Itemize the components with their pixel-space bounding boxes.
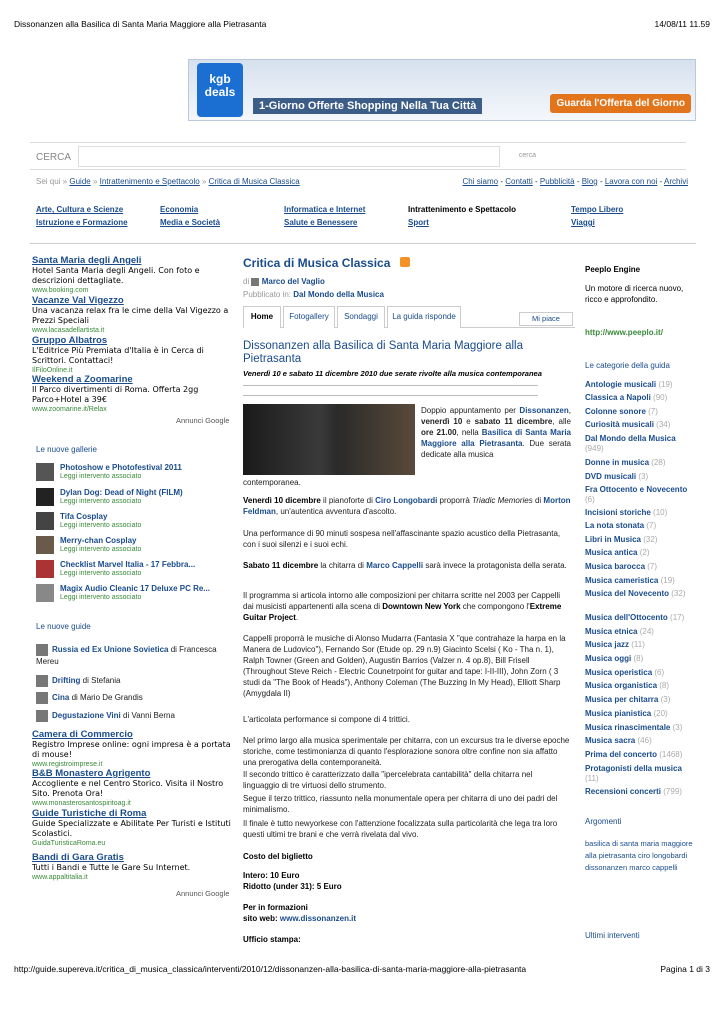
- ultimi-heading: Ultimi interventi: [585, 931, 640, 940]
- category-item[interactable]: Antologie musicali (19): [585, 380, 673, 389]
- divider: [243, 385, 538, 386]
- tag-link[interactable]: dissonanzen: [585, 863, 628, 872]
- paragraph: Il programma si articola intorno alle composizioni per chitarra scritte nel 2003 per Cappelli dai musicisti appartenenti alla scena di Downtown New York che compongono l'Extreme Guitar Project.: [243, 591, 562, 622]
- ad-item[interactable]: B&B Monastero Agrigento Accogliente e nel Centro Storico. Visita il Nostro Sito. Prenota Ora! www.monasterosantospiritoag.it: [32, 768, 224, 807]
- published-in: Pubblicato in: Dal Mondo della Musica: [243, 290, 384, 299]
- divider: [30, 243, 696, 244]
- cat-salute[interactable]: Salute e Benessere: [284, 218, 358, 227]
- cat-istruzione[interactable]: Istruzione e Formazione: [36, 218, 128, 227]
- tab-sondaggi[interactable]: Sondaggi: [337, 306, 385, 328]
- gallery-thumb-icon: [36, 584, 54, 602]
- guide-thumb-icon: [36, 644, 48, 656]
- category-item[interactable]: Musica antica (2): [585, 548, 650, 557]
- paragraph: Segue il terzo trittico, riassunto nella monumentale opera per chitarra di uno dei padri del minimalismo.: [243, 794, 558, 814]
- paragraph: Venerdì 10 dicembre il pianoforte di Ciro Longobardi proporrà Triadic Memories di Morton Feldman, un'autentica avventura d'ascolto.: [243, 496, 571, 516]
- gallery-item[interactable]: Merry-chan Cosplay Leggi intervento associato: [36, 536, 236, 555]
- category-item[interactable]: Musica oggi (8): [585, 654, 644, 663]
- category-item[interactable]: Musica operistica (6): [585, 668, 665, 677]
- ad-item[interactable]: Vacanze Val Vigezzo Una vacanza relax fra le cime della Val Vigezzo a Prezzi Speciali www.lacasadellartista.it: [32, 295, 229, 334]
- article-photo: [243, 404, 415, 475]
- category-item[interactable]: DVD musicali (3): [585, 472, 649, 481]
- link-lavora[interactable]: Lavora con noi: [604, 177, 658, 186]
- search-label: CERCA: [36, 152, 72, 163]
- author-avatar-icon: [251, 278, 259, 286]
- article-intro: Doppio appuntamento per Dissonanzen, venerdì 10 e sabato 11 dicembre, alle ore 21.00, nella Basilica di Santa Maria Maggiore alla Pietrasanta. Due serata dedicate alla musica: [421, 406, 571, 459]
- paragraph: Nel primo largo alla musica sperimentale per chitarra, con un excursus tra le diverse epoche storiche, come testimonianza di quanto l'esplorazione sonora oltre confine non sia affatto una prerogativa della contemporaneità.: [243, 736, 570, 767]
- print-footer-url: http://guide.supereva.it/critica_di_musica_classica/interventi/2010/12/dissonanzen-alla-basilica-di-santa-maria-maggiore-alla-pietrasanta: [14, 964, 527, 974]
- cat-intrattenimento[interactable]: Intrattenimento e Spettacolo: [408, 205, 517, 214]
- ufficio-label: Ufficio stampa:: [243, 935, 301, 944]
- print-footer-page: Pagina 1 di 3: [660, 964, 710, 974]
- cat-viaggi[interactable]: Viaggi: [571, 218, 595, 227]
- annunci-google[interactable]: Annunci Google: [176, 889, 230, 898]
- category-item[interactable]: Musica cameristica (19): [585, 576, 675, 585]
- search-input[interactable]: [78, 146, 500, 167]
- category-nav: [36, 205, 686, 233]
- paragraph: Cappelli proporrà le musiche di Alonso Mudarra (Fantasia X "que contrahaze la harpa en la Manera de Ludovico"), Fernando Sor (Etude op. 29 n.9) Giacinto Scelsi ( Ko - Tha n. 1), Ralph Towner (Green and Golden), Augustin Barrios (Valzer n. 4 op.8), Bill Frisell (Throughout Steve Reich - Electric Counetrpoint for guitar and tape: I-II-III), John Zorn ( 3 studi da "The Book of Heads"), Anthony Coleman (The Buzzing In My Head), Elliott Sharp (Amygdala II): [243, 634, 566, 698]
- cat-media[interactable]: Media e Società: [160, 218, 221, 227]
- category-item[interactable]: Classica a Napoli (90): [585, 393, 668, 402]
- category-item[interactable]: Recensioni concerti (799): [585, 787, 682, 796]
- guide-item[interactable]: Degustazione Vini di Vanni Berna: [36, 710, 236, 722]
- peeplo-title: Peeplo Engine: [585, 265, 641, 274]
- tag-link[interactable]: basilica di santa maria maggiore alla pietrasanta: [585, 839, 693, 860]
- ad-banner[interactable]: [188, 59, 696, 121]
- cat-arte[interactable]: Arte, Cultura e Scienze: [36, 205, 124, 214]
- tag-link[interactable]: ciro longobardi: [637, 851, 688, 860]
- search-bar: [30, 142, 686, 170]
- category-item[interactable]: Musica sacra (46): [585, 736, 652, 745]
- gallery-item[interactable]: Checklist Marvel Italia - 17 Febbra... Leggi intervento associato: [36, 560, 236, 579]
- guide-item[interactable]: Russia ed Ex Unione Sovietica di Francesca Mereu: [36, 645, 217, 666]
- rss-icon[interactable]: [400, 257, 410, 267]
- ad-item[interactable]: Camera di Commercio Registro Imprese online: ogni impresa è a portata di mouse! www.registroimprese.it: [32, 729, 231, 768]
- cat-informatica[interactable]: Informatica e Internet: [284, 205, 366, 214]
- kgb-logo: kgb deals: [197, 63, 243, 117]
- peeplo-desc: Un motore di ricerca nuovo, ricco e approfondito.: [585, 284, 684, 304]
- gallery-item[interactable]: Tifa Cosplay Leggi intervento associato: [36, 512, 236, 531]
- gallery-item[interactable]: Magix Audio Cleanic 17 Deluxe PC Re... Leggi intervento associato: [36, 584, 236, 603]
- ad-item[interactable]: Guide Turistiche di Roma Guide Specializzate e Abilitate Per Turisti e Istituti Scolastici. GuidaTuristicaRoma.eu: [32, 808, 231, 847]
- ridotto-price: Ridotto (under 31): 5 Euro: [243, 882, 342, 891]
- gallerie-heading: Le nuove gallerie: [36, 445, 97, 454]
- paragraph: L'articolata performance si compone di 4 trittici.: [243, 715, 410, 724]
- peeplo-url[interactable]: http://www.peeplo.it/: [585, 328, 663, 337]
- print-header-date: 14/08/11 11.59: [654, 19, 710, 29]
- cat-tempo-libero[interactable]: Tempo Libero: [571, 205, 624, 214]
- site-link[interactable]: www.dissonanzen.it: [279, 914, 357, 923]
- link-pubblicita[interactable]: Pubblicità: [539, 177, 575, 186]
- category-item[interactable]: Curiosità musicali (34): [585, 420, 671, 429]
- tab-guida-risponde[interactable]: La guida risponde: [387, 306, 461, 328]
- category-item[interactable]: Colonne sonore (7): [585, 407, 658, 416]
- banner-cta-button[interactable]: Guarda l'Offerta del Giorno: [550, 94, 691, 113]
- category-item[interactable]: Musica jazz (11): [585, 640, 645, 649]
- category-item[interactable]: Musica dell'Ottocento (17): [585, 613, 685, 622]
- published-link[interactable]: Dal Mondo della Musica: [293, 290, 384, 299]
- gallery-thumb-icon: [36, 463, 54, 481]
- section-title[interactable]: Critica di Musica Classica: [243, 256, 391, 270]
- category-item[interactable]: Donne in musica (28): [585, 458, 666, 467]
- info-label: Per in formazioni: [243, 903, 308, 912]
- cat-economia[interactable]: Economia: [160, 205, 199, 214]
- top-links: Chi siamo - Contatti - Pubblicità - Blog - Lavora con noi - Archivi: [462, 177, 688, 186]
- gallery-thumb-icon: [36, 560, 54, 578]
- ad-item[interactable]: Bandi di Gara Gratis Tutti i Bandi e Tutte le Gare Su Internet. www.appaltitalia.it: [32, 852, 191, 881]
- ad-item[interactable]: Santa Maria degli Angeli Hotel Santa Maria degli Angeli. Con foto e descrizioni dettagliate. www.booking.com: [32, 255, 200, 294]
- category-item[interactable]: Prima del concerto (1468): [585, 750, 683, 759]
- paragraph: Sabato 11 dicembre la chitarra di Marco Cappelli sarà invece la protagonista della serata.: [243, 561, 567, 570]
- byline: di Marco del Vaglio: [243, 277, 325, 286]
- gallery-thumb-icon: [36, 512, 54, 530]
- article-title: Dissonanzen alla Basilica di Santa Maria Maggiore alla Pietrasanta: [243, 340, 523, 365]
- guide-thumb-icon: [36, 675, 48, 687]
- article-tabs: [243, 306, 575, 328]
- breadcrumb: Sei qui » Guide » Intrattenimento e Spettacolo » Critica di Musica Classica: [36, 177, 300, 186]
- category-item[interactable]: La nota stonata (7): [585, 521, 657, 530]
- link-chi-siamo[interactable]: Chi siamo: [462, 177, 499, 186]
- author-link[interactable]: Marco del Vaglio: [261, 277, 325, 286]
- annunci-google[interactable]: Annunci Google: [176, 416, 230, 425]
- site-line: sito web: www.dissonanzen.it: [243, 914, 357, 923]
- category-item[interactable]: Fra Ottocento e Novecento (6): [585, 485, 688, 504]
- divider: [243, 395, 538, 396]
- tag-link[interactable]: marco cappelli: [629, 863, 678, 872]
- costo-label: Costo del biglietto: [243, 852, 313, 861]
- category-item[interactable]: Musica del Novecento (32): [585, 589, 686, 598]
- category-item[interactable]: Libri in Musica (32): [585, 535, 658, 544]
- tab-fotogallery[interactable]: Fotogallery: [283, 306, 335, 328]
- guide-thumb-icon: [36, 710, 48, 722]
- tab-home[interactable]: Home: [243, 306, 281, 328]
- intero-price: Intero: 10 Euro: [243, 871, 300, 880]
- category-item[interactable]: Musica etnica (24): [585, 627, 654, 636]
- link-contatti[interactable]: Contatti: [505, 177, 533, 186]
- intro-tail: contemporanea.: [243, 478, 301, 487]
- gallery-item[interactable]: Photoshow e Photofestival 2011 Leggi intervento associato: [36, 463, 236, 482]
- categorie-heading: Le categorie della guida: [585, 361, 670, 370]
- guide-item[interactable]: Drifting di Stefania: [36, 675, 236, 687]
- argomenti-heading: Argomenti: [585, 817, 622, 826]
- paragraph: Il finale è tutto newyorkese con l'attenzione focalizzata sulla particolarità che lega tra loro questi ultimi tre brani e che verrà rivelata dal vivo.: [243, 819, 558, 839]
- category-item[interactable]: Dal Mondo della Musica (949): [585, 434, 676, 453]
- gallery-thumb-icon: [36, 488, 54, 506]
- guide-heading: Le nuove guide: [36, 622, 91, 631]
- category-item[interactable]: Musica rinascimentale (3): [585, 723, 683, 732]
- breadcrumb-critica[interactable]: Critica di Musica Classica: [208, 177, 300, 186]
- link-archivi[interactable]: Archivi: [663, 177, 688, 186]
- ad-item[interactable]: Gruppo Albatros L'Editrice Più Premiata d'Italia è in Cerca di Scrittori. Contattaci! IlFiloOnline.it: [32, 335, 204, 374]
- breadcrumb-guide[interactable]: Guide: [69, 177, 91, 186]
- breadcrumb-prefix: Sei qui »: [36, 177, 68, 186]
- category-item[interactable]: Incisioni storiche (10): [585, 508, 668, 517]
- ad-item[interactable]: Weekend a Zoomarine Il Parco divertimenti di Roma. Offerta 2gg Parco+Hotel a 39€ www.zoomarine.it/Relax: [32, 374, 199, 413]
- category-item[interactable]: Musica barocca (7): [585, 562, 658, 571]
- gallery-thumb-icon: [36, 536, 54, 554]
- breadcrumb-intrattenimento[interactable]: Intrattenimento e Spettacolo: [99, 177, 200, 186]
- guide-thumb-icon: [36, 692, 48, 704]
- paragraph: Il secondo trittico è caratterizzato dalla "ipercelebrata cantabilità" della chitarra nel linguaggio di tre virtuosi dello strumento.: [243, 770, 533, 790]
- category-item[interactable]: Musica pianistica (20): [585, 709, 668, 718]
- gallery-item[interactable]: Dylan Dog: Dead of Night (FILM) Leggi intervento associato: [36, 488, 236, 507]
- tag-list: [585, 838, 695, 874]
- link-blog[interactable]: Blog: [581, 177, 598, 186]
- search-button[interactable]: cerca: [518, 152, 536, 159]
- print-header-title: Dissonanzen alla Basilica di Santa Maria Maggiore alla Pietrasanta: [14, 19, 267, 29]
- article-subtitle: Venerdì 10 e sabato 11 dicembre 2010 due serate rivolte alla musica contemporanea: [243, 369, 542, 378]
- category-item[interactable]: Protagonisti della musica (11): [585, 764, 682, 783]
- cat-sport[interactable]: Sport: [408, 218, 429, 227]
- category-item[interactable]: Musica organistica (8): [585, 681, 670, 690]
- category-item[interactable]: Musica per chitarra (3): [585, 695, 671, 704]
- paragraph: Una performance di 90 minuti sospesa nell'affascinante spazio acustico della Pietrasanta, con i suoi silenzi e i suoi echi.: [243, 529, 561, 549]
- guide-item[interactable]: Cina di Mario De Grandis: [36, 692, 236, 704]
- banner-text: 1-Giorno Offerte Shopping Nella Tua Città: [253, 98, 482, 114]
- like-button[interactable]: Mi piace: [519, 312, 573, 326]
